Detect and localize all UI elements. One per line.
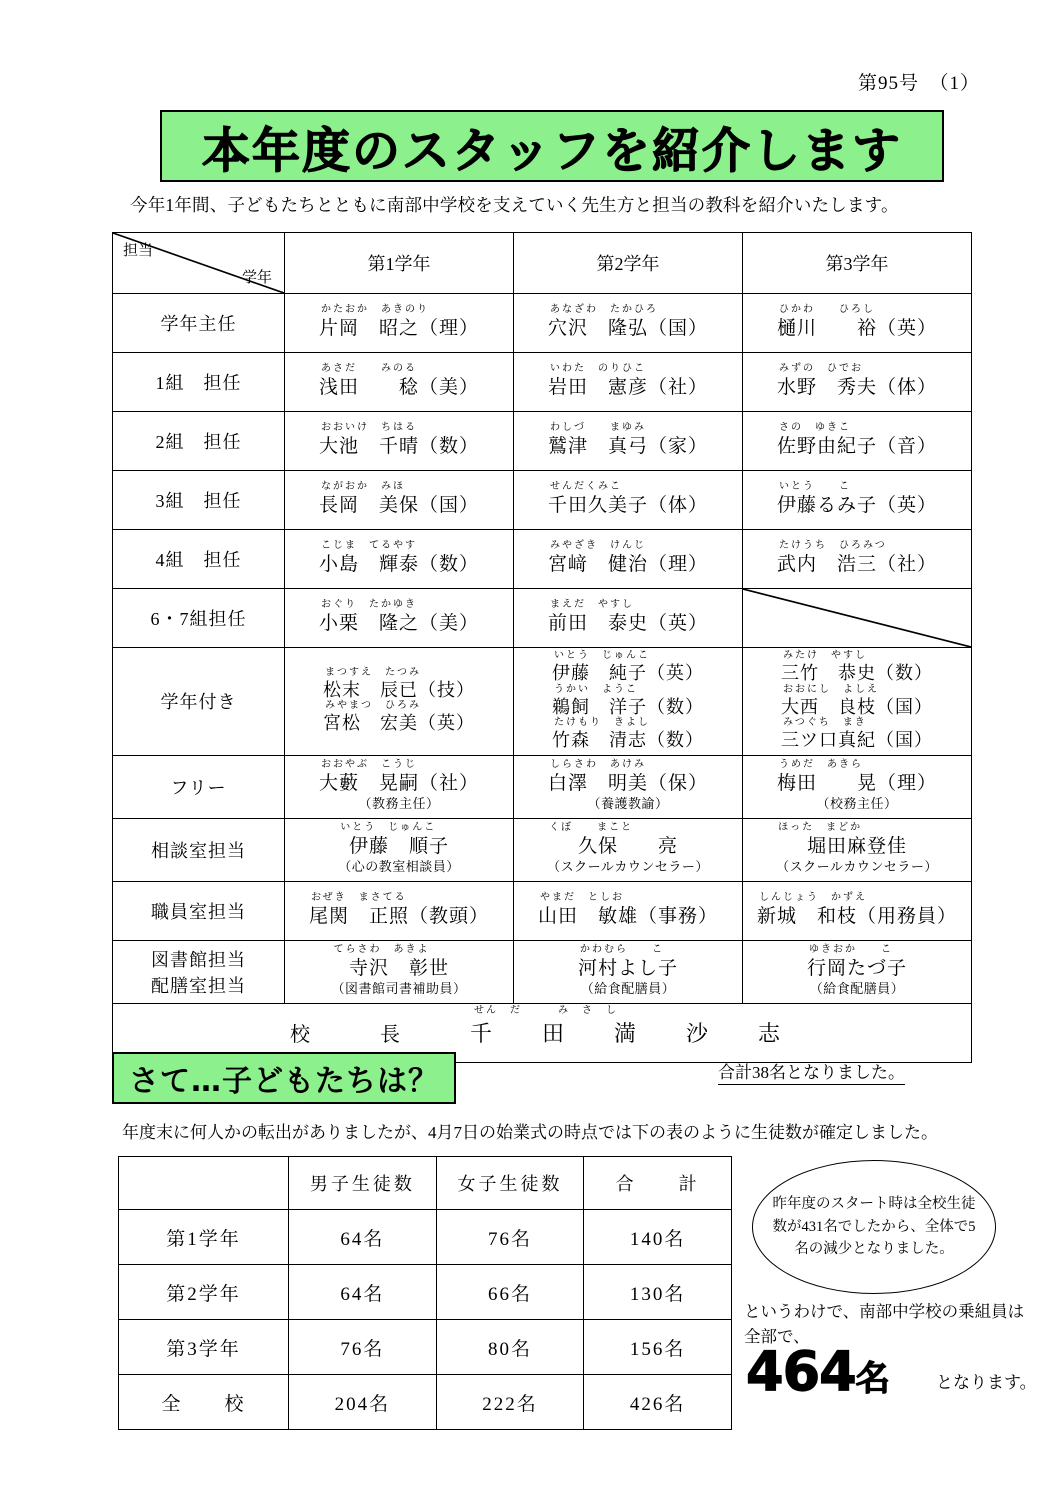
name-text: 松末 辰已（技） [323,679,475,700]
name-ruby: うかい ようこ [554,683,638,695]
name-text: 大藪 晃嗣（社） [318,773,479,795]
name-text: 長岡 美保（国） [318,495,479,517]
staff-name-entry [319,760,479,813]
name-text: 小島 輝泰（数） [318,554,479,576]
name-ruby: かたおか あきのり [320,304,429,316]
role-cell: 6・7組担任 [113,589,285,648]
name-text: 堀田麻登佳 [806,836,907,858]
role-cell: 図書館担当 配膳室担当 [113,940,285,1003]
staff-name-entry [776,823,938,876]
staff-cell [285,294,514,353]
name-ruby: わしづ まゆみ [549,422,646,434]
staff-name-entry [319,423,479,459]
name-text: 尾関 正照（教頭） [308,905,489,927]
role-cell: 学年主任 [113,294,285,353]
name-text: 三竹 恭史（数） [781,663,933,683]
student-row-label: 第2学年 [119,1265,289,1320]
name-ruby: かわむら こ [579,944,664,956]
name-ruby: ひかわ ひろし [778,304,875,316]
name-text: 千田久美子（体） [547,495,708,517]
becomes-text: となります。 [936,1373,1037,1392]
role-cell: 2組 担任 [113,412,285,471]
section2-intro: 年度末に何人かの転出がありましたが、4月7日の始業式の時点では下の表のように生徒数が確定しました。 [122,1123,938,1142]
name-text: 鷲津 真弓（家） [547,436,708,458]
name-ruby: ながおか みほ [320,481,405,493]
big-number-value: 464 [746,1340,856,1403]
name-text: 山田 敏雄（事務） [537,905,718,927]
big-number-unit: 名 [855,1359,889,1399]
student-header-cell: 合 計 [584,1157,732,1210]
staff-cell [514,294,743,353]
name-text: 伊藤 順子 [348,836,449,858]
name-text: 宮﨑 健治（理） [547,554,708,576]
name-ruby: おぜき まさてる [310,891,407,903]
staff-name-entry [319,305,479,341]
name-ruby: くぼ まこと [549,822,634,834]
staff-name-entry [323,668,475,702]
staff-name-entry [552,651,704,685]
main-title-text: 本年度のスタッフを紹介します [201,122,902,179]
staff-name-entry [319,364,479,400]
staff-cell [285,881,514,940]
name-ruby: みつぐち まき [783,717,867,728]
student-count-cell: 66名 [436,1265,584,1320]
name-ruby: しらさわ あけみ [549,759,646,771]
name-ruby: いわた のりひこ [549,363,646,375]
note-bubble-text: 昨年度のスタート時は全校生徒数が431名でしたから、全体で5名の減少となりました。 [772,1196,976,1258]
staff-cell [514,940,743,1003]
name-text: 寺沢 彰世 [348,958,449,980]
student-count-cell: 64名 [289,1265,437,1320]
staff-cell [743,471,972,530]
staff-name-entry [338,823,460,876]
name-text: 新城 和枝（用務員） [756,905,957,927]
staff-name-entry [777,482,937,518]
staff-name-entry [548,600,708,636]
name-text: 穴沢 隆弘（国） [547,318,708,340]
name-subtitle: （図書館司書補助員） [331,980,467,996]
name-text: 樋川 裕（英） [776,318,937,340]
student-count-cell: 80名 [436,1320,584,1375]
header-grade-2: 第2学年 [514,233,743,294]
name-ruby: やまだ としお [539,891,624,903]
section2-title-text: さて…子どもたちは？ [129,1064,439,1099]
staff-name-entry [331,945,466,998]
main-title-banner [160,110,944,182]
name-ruby: てらさわ あきよ [333,944,430,956]
staff-total-note: 合計38名となりました。 [718,1058,905,1085]
name-ruby: こじま てるやす [320,540,417,552]
staff-cell [285,648,514,756]
name-text: 白澤 明美（保） [547,773,708,795]
staff-cell [285,940,514,1003]
staff-cell [514,589,743,648]
intro-paragraph: 今年1年間、子どもたちとともに南部中学校を支えていく先生方と担当の教科を紹介いたします。 [130,195,899,215]
name-subtitle: （スクールカウンセラー） [547,858,709,874]
name-subtitle: （養護教諭） [587,795,669,811]
staff-name-entry [781,685,933,719]
name-subtitle: （スクールカウンセラー） [776,858,938,874]
name-text: 水野 秀夫（体） [776,377,937,399]
name-text: 片岡 昭之（理） [318,318,479,340]
staff-name-entry [538,893,718,929]
staff-name-entry [552,685,704,719]
principal-ruby: せん だ み さ し [473,1005,618,1016]
name-text: 前田 泰史（英） [547,613,708,635]
principal-name: せん だ み さ し 千 田 満 沙 志 [469,1005,794,1046]
name-text: 宮松 宏美（英） [323,713,475,734]
staff-cell [285,589,514,648]
table-row [113,755,972,818]
staff-cell [285,755,514,818]
name-text: 鵜飼 洋子（数） [552,696,704,717]
staff-cell [743,881,972,940]
staff-name-entry [807,945,907,998]
staff-cell [743,940,972,1003]
staff-name-entry [777,423,937,459]
role-cell: 1組 担任 [113,353,285,412]
staff-name-entry [547,823,709,876]
staff-cell [743,353,972,412]
name-text: 武内 浩三（社） [776,554,937,576]
name-ruby: みやまつ ひろみ [325,700,421,712]
role-cell: 職員室担当 [113,881,285,940]
student-count-cell: 222名 [436,1375,584,1430]
student-count-cell: 140名 [584,1210,732,1265]
staff-name-entry [781,651,933,685]
header-grade-3: 第3学年 [743,233,972,294]
table-row [113,940,972,1003]
name-ruby: しんじょう かずえ [758,891,867,903]
role-cell: 3組 担任 [113,471,285,530]
name-ruby: みずの ひでお [778,363,863,375]
table-row [113,818,972,881]
name-ruby: おおやぶ こうじ [320,759,417,771]
staff-name-entry [319,541,479,577]
staff-cell [514,353,743,412]
staff-cell [514,818,743,881]
name-ruby: たけうち ひろみつ [778,540,887,552]
student-count-cell: 130名 [584,1265,732,1320]
name-ruby: あなざわ たかひろ [549,304,658,316]
diagonal-line-icon [743,589,971,647]
name-ruby: さの ゆきこ [778,422,851,434]
header-grade-1: 第1学年 [285,233,514,294]
big-number [746,1340,889,1403]
name-subtitle: （校務主任） [816,795,898,811]
name-text: 三ツ口真紀（国） [781,730,933,750]
name-ruby: ほった まどか [778,822,863,834]
staff-cell [514,412,743,471]
student-count-cell: 64名 [289,1210,437,1265]
student-header-cell: 女子生徒数 [436,1157,584,1210]
staff-cell [285,412,514,471]
student-count-cell: 156名 [584,1320,732,1375]
student-table-row [119,1320,732,1375]
name-ruby: いとう こ [778,481,851,493]
role-cell: 学年付き [113,648,285,756]
staff-name-entry [309,893,489,929]
staff-name-entry [548,423,708,459]
student-header-cell: 男子生徒数 [289,1157,437,1210]
name-ruby: うめだ あきら [778,759,863,771]
name-ruby: まつすえ たつみ [325,666,421,678]
table-row [113,881,972,940]
student-row-label: 全 校 [119,1375,289,1430]
section2-banner [112,1052,456,1104]
name-ruby: おぐり たかゆき [320,599,417,611]
corner-role-label: 担当 [123,243,154,259]
staff-cell [743,530,972,589]
staff-cell [743,412,972,471]
staff-cell [743,294,972,353]
name-ruby: みたけ やすし [783,650,867,661]
name-text: 梅田 晃（理） [776,773,937,795]
student-count-table [118,1156,732,1430]
name-ruby: おおにし よしえ [783,683,879,695]
staff-cell [743,818,972,881]
student-table-row [119,1375,732,1430]
name-ruby: みやざき けんじ [549,540,646,552]
staff-name-entry [777,364,937,400]
table-row [113,471,972,530]
staff-name-entry [548,482,708,518]
name-ruby: いとう じゅんこ [340,822,437,834]
name-ruby: おおいけ ちはる [320,422,417,434]
name-text: 岩田 憲彦（社） [547,377,708,399]
role-cell: 相談室担当 [113,818,285,881]
staff-name-entry [548,760,708,813]
name-text: 伊藤るみ子（英） [776,495,937,517]
staff-name-entry [757,893,957,929]
name-ruby: まえだ やすし [549,599,634,611]
table-row [113,353,972,412]
student-row-label: 第1学年 [119,1210,289,1265]
name-text: 久保 亮 [577,836,678,858]
staff-cell [514,530,743,589]
staff-cell [514,648,743,756]
name-subtitle: （給食配膳員） [809,980,905,996]
staff-name-entry [552,718,704,752]
student-table-header-row [119,1157,732,1210]
name-ruby: ゆきおか こ [808,944,893,956]
student-table-row [119,1210,732,1265]
closing-text: というわけで、南部中学校の乗組員は全部で、 [744,1302,1025,1346]
student-count-cell: 76名 [289,1320,437,1375]
staff-cell [285,471,514,530]
staff-name-entry [781,718,933,752]
name-ruby: あさだ みのる [320,363,417,375]
name-text: 佐野由紀子（音） [776,436,937,458]
staff-cell [514,755,743,818]
name-text: 行岡たづ子 [806,958,907,980]
student-header-corner [119,1157,289,1210]
principal-label: 校 長 [289,1024,410,1046]
staff-cell [514,881,743,940]
staff-cell [285,530,514,589]
header-corner-cell [113,233,285,294]
staff-name-entry [548,541,708,577]
staff-cell [285,353,514,412]
table-row [113,589,972,648]
staff-name-entry [777,305,937,341]
name-ruby: いとう じゅんこ [554,650,650,661]
name-text: 大池 千晴（数） [318,436,479,458]
table-row [113,530,972,589]
table-row [113,648,972,756]
name-text: 浅田 稔（美） [318,377,479,399]
staff-name-entry [777,760,937,813]
staff-table [112,232,972,1063]
staff-name-entry [578,945,678,998]
staff-name-entry [548,364,708,400]
table-row [113,294,972,353]
role-cell: フリー [113,755,285,818]
name-text: 竹森 清志（数） [552,730,704,750]
issue-number: 第95号 （1） [857,73,980,94]
student-count-cell: 204名 [289,1375,437,1430]
staff-name-entry [319,482,479,518]
table-header-row [113,233,972,294]
staff-cell [743,648,972,756]
corner-grade-label: 学年 [241,270,272,286]
staff-name-entry [777,541,937,577]
name-subtitle: （給食配膳員） [580,980,676,996]
name-text: 河村よし子 [577,958,678,980]
name-subtitle: （心の教室相談員） [338,858,460,874]
name-subtitle: （教務主任） [358,795,440,811]
student-row-label: 第3学年 [119,1320,289,1375]
student-count-cell: 76名 [436,1210,584,1265]
name-text: 伊藤 純子（英） [552,663,704,683]
name-ruby: たけもり きよし [554,717,650,728]
table-row [113,412,972,471]
staff-cell [285,818,514,881]
staff-name-entry [319,600,479,636]
name-text: 小栗 隆之（美） [318,613,479,635]
staff-cell [743,589,972,648]
staff-cell [514,471,743,530]
staff-name-entry [323,701,475,735]
name-ruby: せんだくみこ [549,481,622,493]
staff-name-entry [548,305,708,341]
student-table-row [119,1265,732,1320]
staff-cell [743,755,972,818]
note-bubble [752,1160,996,1294]
role-cell: 4組 担任 [113,530,285,589]
student-count-cell: 426名 [584,1375,732,1430]
name-text: 大西 良枝（国） [781,696,933,717]
